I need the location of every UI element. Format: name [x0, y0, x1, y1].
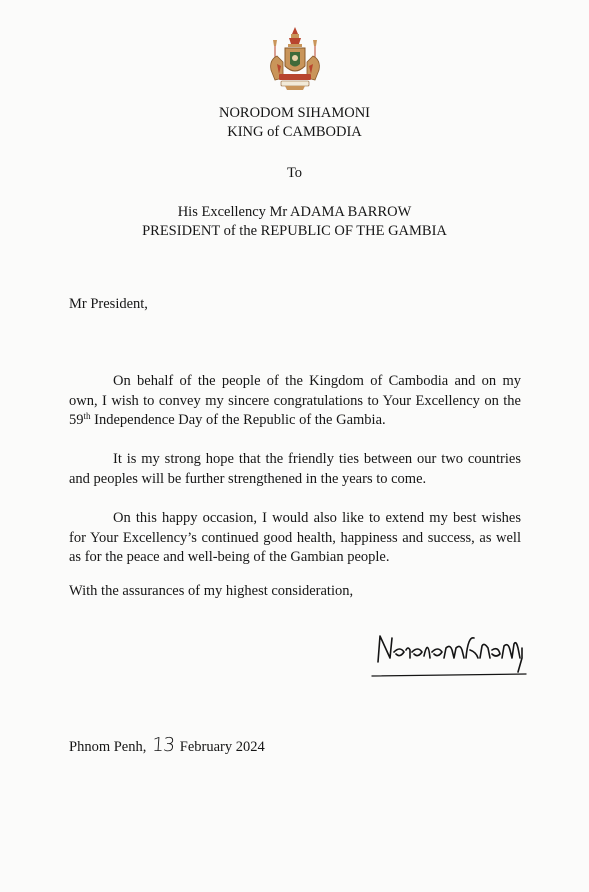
recipient-name: His Excellency Mr ADAMA BARROW [177, 204, 412, 220]
sender-block [0, 104, 589, 142]
recipient-title: PRESIDENT of the REPUBLIC OF THE GAMBIA [142, 223, 447, 239]
closing-line: With the assurances of my highest consideration, [69, 583, 354, 599]
paragraph-friendly-ties: It is my strong hope that the friendly ties between our two countries and peoples will be further strengthened in the years to come. [69, 451, 521, 487]
royal-crest-icon [263, 26, 327, 94]
paragraph-1-text-end: Independence Day of the Republic of the Gambia. [90, 412, 386, 428]
sender-name: NORODOM SIHAMONI [218, 105, 371, 121]
place: Phnom Penh, [69, 739, 147, 755]
paragraph-best-wishes: On this happy occasion, I would also like to extend my best wishes for Your Excellency’s continued good health, happiness and success, as well as for the peace and well-being of the Gambian people. [69, 510, 521, 565]
handwritten-signature [370, 628, 530, 680]
recipient-block [0, 203, 589, 241]
handwritten-day: 13 [151, 734, 175, 756]
to-label: To [286, 165, 303, 181]
month-year: February 2024 [179, 739, 265, 755]
sender-title: KING of CAMBODIA [227, 124, 362, 140]
paragraph-1-text: On behalf of the people of the Kingdom of Cambodia and on my own, I wish to convey my sincere congratulations to Your Excellency on the 59 [69, 373, 521, 428]
ordinal-suffix: th [83, 411, 91, 421]
paragraph-congratulations [69, 372, 521, 431]
salutation: Mr President, [69, 296, 148, 312]
place-date-line [69, 734, 265, 756]
